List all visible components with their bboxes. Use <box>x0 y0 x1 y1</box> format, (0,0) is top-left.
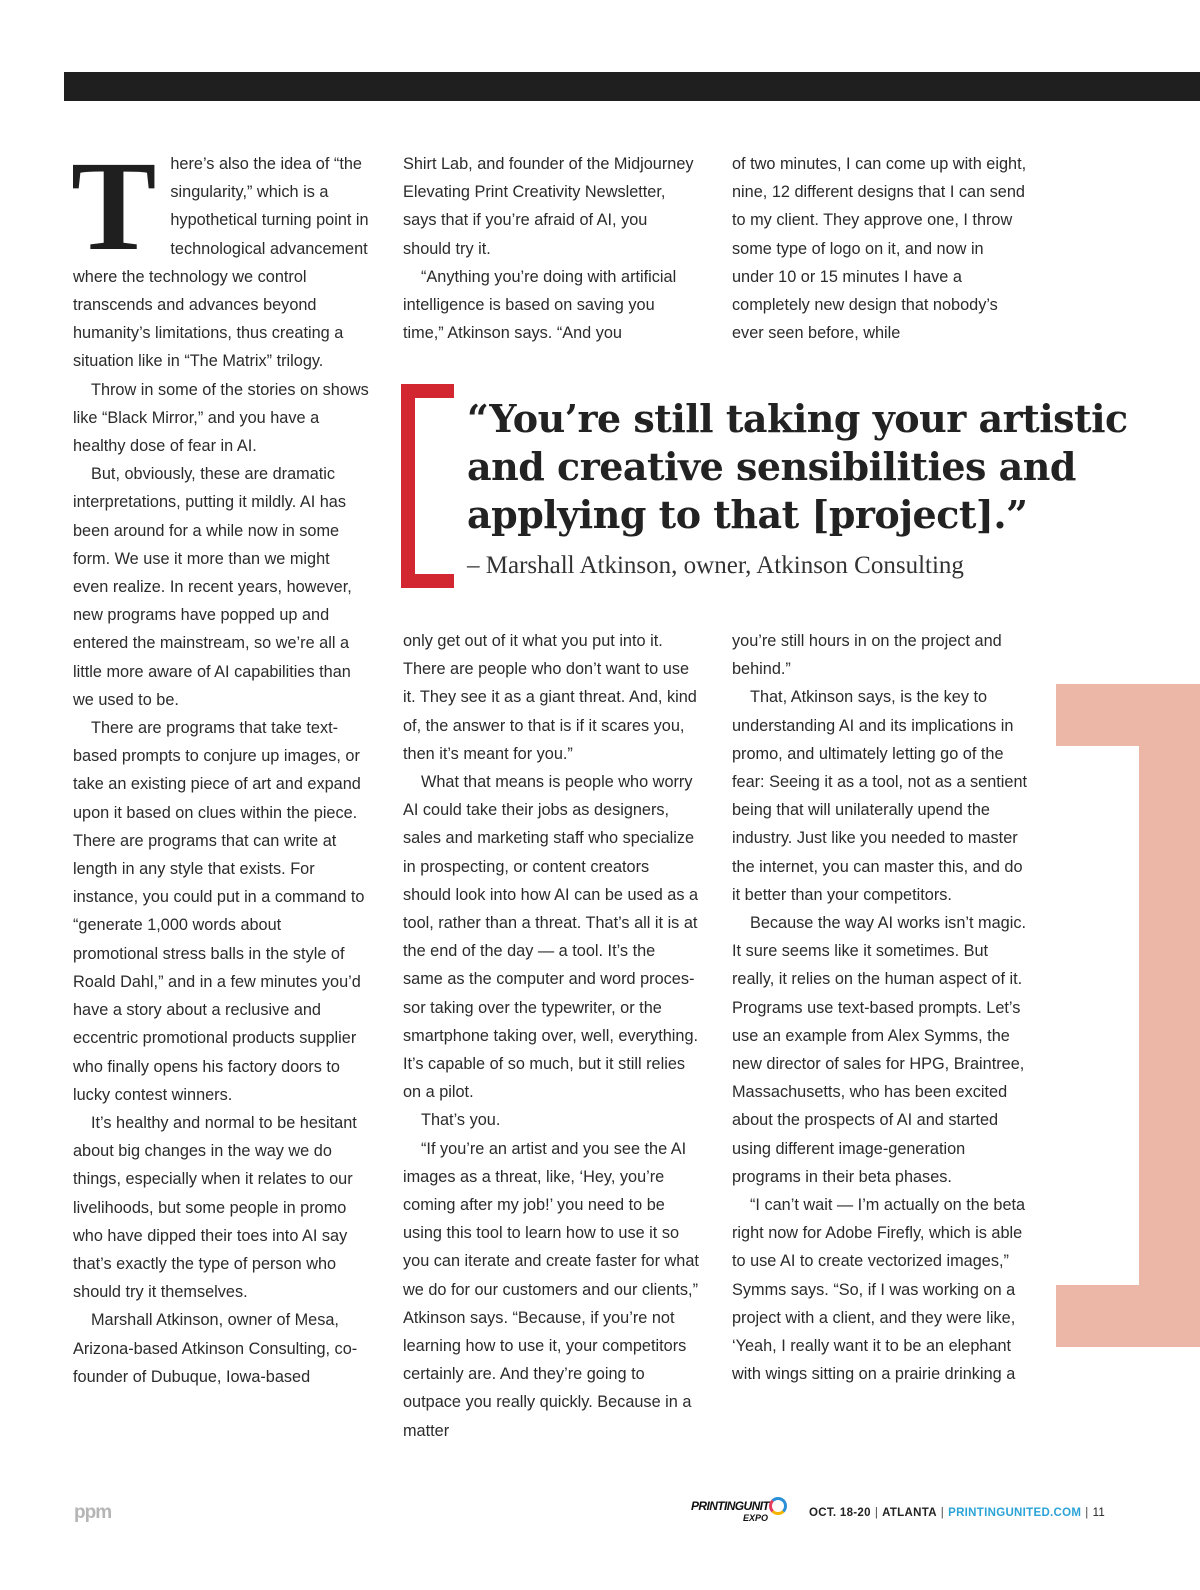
paragraph: “I can’t wait — I’m actually on the beta right now for Adobe Firefly, which is able to use AI to create vectorized images,” Symms says. “So, if I was working on a project with a client, and they were like, ‘Yeah, I really want it to be an elephant with wings sitting on a prairie drinking a <box>732 1196 1026 1384</box>
paragraph: Because the way AI works isn’t magic. It sure seems like it sometimes. But really, it relies on the human aspect of it. Programs use text-based prompts. Let’s use an example from Alex Symms, the new director of sales for HPG, Braintree, Massachusetts, who has been excited about the prospects of AI and started using different image-generation programs in their beta phases. <box>732 914 1026 1186</box>
event-dates: OCT. 18-20 <box>809 1507 871 1519</box>
paragraph: That, Atkinson says, is the key to understanding AI and its implications in promo, and ultimately letting go of the fear: Seeing it as a tool, not as a sentient being that will unilaterally upend the industry. Just like you needed to master the internet, you can master this, and do it better than your competitors. <box>732 688 1028 904</box>
paragraph: “Anything you’re doing with artificial intelligence is based on saving you time,” Atkinson says. “And you <box>403 267 677 343</box>
article-column-3-bottom <box>732 627 1028 1388</box>
paragraph: Shirt Lab, and founder of the Midjourney Elevating Print Creativity Newsletter, says that if you’re afraid of AI, you should try it. <box>403 155 694 258</box>
ppm-logo: ppm <box>74 1502 112 1523</box>
paragraph: But, obviously, these are dramatic interpretations, putting it mildly. AI has been around for a while now in some form. We use it more than we might even realize. In recent years, however, new programs have popped up and entered the mainstream, so we’re all a little more aware of AI capabilities than we used to be. <box>73 465 352 709</box>
printing-united-expo-logo <box>691 1497 795 1527</box>
paragraph <box>71 135 369 376</box>
pull-quote-attribution: – Marshall Atkinson, owner, Atkinson Consulting <box>467 552 964 579</box>
logo-expo: EXPO <box>743 1513 769 1523</box>
paragraph: There are programs that take text-based prompts to conjure up images, or take an existing piece of art and expand upon it based on clues within the piece. There are programs that can write at length in any style that exists. For instance, you could put in a command to “generate 1,000 words about promotional stress balls in the style of Roald Dahl,” and in a few minutes you’d have a story about a reclusive and eccentric promotional products supplier who finally opens his factory doors to lucky contest winners. <box>73 719 365 1104</box>
paragraph: “If you’re an artist and you see the AI images as a threat, like, ‘Hey, you’re coming after my job!’ you need to be using this tool to learn how to use it so you can iterate and create faster for what we do for our customers and our clients,” Atkinson says. “Because, if you’re not learning how to use it, your competitors certainly are. And they’re going to outpace you really quickly. Because in a matter <box>403 1139 699 1440</box>
paragraph: only get out of it what you put into it. There are people who don’t want to use it. They see it as a giant threat. And, kind of, the answer to that is if it scares you, then it’s meant for you.” <box>403 632 697 763</box>
separator: | <box>1085 1507 1089 1519</box>
logo-ring-icon <box>769 1497 787 1515</box>
paragraph-text: here’s also the idea of “the singularity,” which is a hypothetical turning point in technological advancement where the technology we control transcends and advances beyond humanity’s limitations, thus creating a situation like in “The Matrix” trilogy. <box>73 155 369 371</box>
page-number: 11 <box>1092 1507 1106 1519</box>
paragraph: of two minutes, I can come up with eight, nine, 12 different designs that I can send to my client. They approve one, I throw some type of logo on it, and now in under 10 or 15 minutes I have a completely new design that nobody’s ever seen before, while <box>732 155 1027 343</box>
separator: | <box>940 1507 945 1519</box>
footer-info <box>809 1507 1105 1519</box>
article-column-2-bottom <box>403 627 699 1445</box>
decorative-bracket-cutout <box>1056 746 1139 1285</box>
article-column-2-top <box>403 150 699 347</box>
pull-quote-bracket <box>401 384 454 588</box>
paragraph: What that means is people who worry AI could take their jobs as designers, sales and marketing staff who specialize in prospecting, or content creators should look into how AI can be used as a tool, rather than a threat. That’s all it is at the end of the day — a tool. It’s the same as the computer and word processor taking over the typewriter, or the smartphone taking over, well, everything. It’s capable of so much, but it still relies on a pilot. <box>403 773 699 1102</box>
article-column-3-top <box>732 150 1028 347</box>
decorative-bracket <box>1056 684 1200 1347</box>
event-city: ATLANTA <box>882 1507 937 1519</box>
pull-quote: “You’re still taking your artistic and creative sensibilities and applying to that [project].” <box>467 396 1128 537</box>
paragraph: That’s you. <box>421 1111 501 1130</box>
article-column-1 <box>71 135 369 1391</box>
paragraph: It’s healthy and normal to be hesitant about big changes in the way we do things, especially when it relates to our livelihoods, but some people in promo who have dipped their toes into AI say that’s exactly the type of person who should try it themselves. <box>73 1113 357 1302</box>
paragraph: you’re still hours in on the project and behind.” <box>732 632 1002 679</box>
paragraph: Marshall Atkinson, owner of Mesa, Arizona-based Atkinson Consulting, co-founder of Dubuque, Iowa-based <box>73 1311 358 1386</box>
paragraph: Throw in some of the stories on shows like “Black Mirror,” and you have a healthy dose of fear in AI. <box>73 380 369 456</box>
separator: | <box>874 1507 879 1519</box>
logo-wordmark: PRINTINGUNIT <box>691 1499 770 1513</box>
drop-cap: T <box>71 135 157 277</box>
header-bar <box>64 72 1200 101</box>
website-link[interactable]: PRINTINGUNITED.COM <box>948 1507 1082 1519</box>
